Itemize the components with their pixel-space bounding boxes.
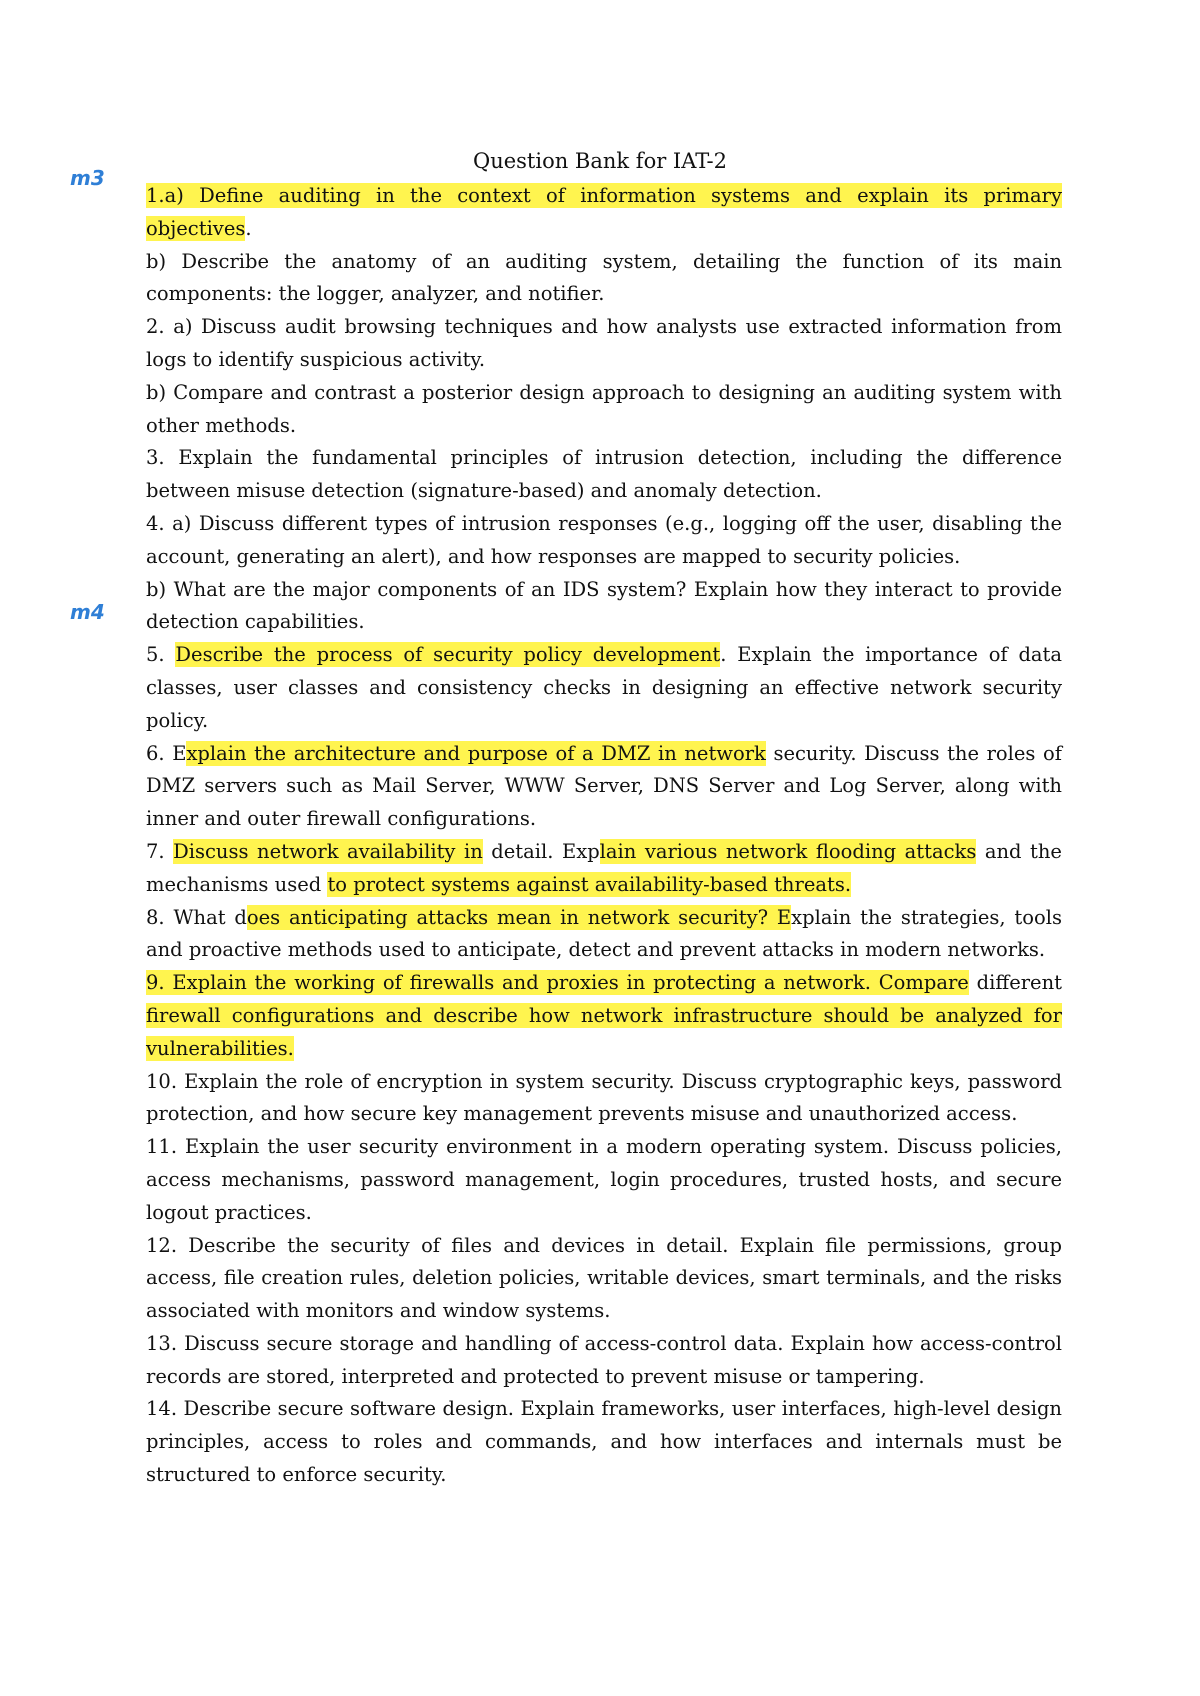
question-item [146, 1131, 1062, 1229]
question-item [146, 442, 1062, 508]
question-text: 10. Explain the role of encryption in system security. Discuss cryptographic keys, password protection, and how secure key management prevents misuse and unauthorized access. [146, 1069, 1062, 1126]
question-text: different [968, 971, 1062, 995]
question-text: 8. What d [146, 905, 247, 929]
question-text: 14. Describe secure software design. Explain frameworks, user interfaces, high-level design principles, access to roles and commands, and how interfaces and internals must be structured to enforce security. [146, 1397, 1062, 1487]
question-text: xplain the strategies, tools and proactive methods used to anticipate, detect and prevent attacks in modern networks. [146, 905, 1062, 962]
question-text: . [245, 216, 252, 240]
highlighted-text: Discuss network availability in [173, 839, 483, 863]
question-text: 11. Explain the user security environment in a modern operating system. Discuss policies, access mechanisms, password management, login procedures, trusted hosts, and secure logout practices. [146, 1135, 1062, 1224]
margin-note-m4: m4 [70, 600, 105, 624]
question-text: 6. E [146, 741, 187, 765]
question-item [146, 836, 1062, 902]
question-text: 2. a) Discuss audit browsing techniques and how analysts use extracted information from logs to identify suspicious activity. [146, 315, 1062, 371]
margin-note-m3: m3 [70, 166, 105, 190]
question-item [146, 574, 1062, 640]
highlighted-text: to protect systems against availability-based threats. [327, 872, 852, 896]
highlighted-text: 9. Explain the working of firewalls and proxies in protecting a network. Compare [146, 971, 969, 995]
highlighted-text: firewall configurations and describe how network infrastructure should be analyzed for vulnerabilities. [146, 1003, 1062, 1060]
highlighted-text: Describe the process of security policy development [175, 643, 721, 667]
question-text: b) Describe the anatomy of an auditing system, detailing the function of its main components: the logger, analyzer, and notifier. [146, 249, 1062, 306]
question-item [146, 1328, 1062, 1394]
question-item [146, 1066, 1062, 1132]
question-text: . Explain the importance of data classes, user classes and consistency checks in designing an effective network security policy. [146, 643, 1063, 732]
question-text: 12. Describe the security of files and devices in detail. Explain file permissions, group access, file creation rules, deletion policies, writable devices, smart terminals, and the risks associated with monitors and window systems. [146, 1233, 1062, 1323]
question-item [146, 902, 1062, 968]
question-item [146, 738, 1062, 836]
question-list [146, 180, 1062, 1492]
question-text: 13. Discuss secure storage and handling of access-control data. Explain how access-control records are stored, interpreted and protected to prevent misuse or tampering. [146, 1331, 1062, 1388]
question-text: 7. [146, 839, 174, 863]
question-item [146, 246, 1062, 312]
question-item [146, 1393, 1062, 1491]
question-text: 3. Explain the fundamental principles of intrusion detection, including the difference between misuse detection (signature-based) and anomaly detection. [146, 446, 1062, 503]
highlighted-text: lain various network flooding attacks [599, 839, 977, 863]
question-item [146, 1230, 1062, 1328]
question-item [146, 311, 1062, 377]
question-item [146, 180, 1062, 246]
question-text: b) Compare and contrast a posterior design approach to designing an auditing system with other methods. [146, 380, 1062, 437]
highlighted-text: 1.a) Define auditing in the context of information systems and explain its primary objectives [146, 184, 1062, 240]
highlighted-text: oes anticipating attacks mean in network security? E [246, 905, 792, 929]
question-text: and the mechanisms used [146, 839, 1062, 896]
question-text: 4. a) Discuss different types of intrusion responses (e.g., logging off the user, disabling the account, generating an alert), and how responses are mapped to security policies. [146, 511, 1062, 568]
question-item [146, 639, 1062, 737]
question-text: b) What are the major components of an IDS system? Explain how they interact to provide detection capabilities. [146, 577, 1062, 634]
question-item [146, 377, 1062, 443]
question-text: detail. Exp [482, 839, 600, 863]
question-item [146, 508, 1062, 574]
highlighted-text: xplain the architecture and purpose of a DMZ in network [186, 741, 766, 765]
question-item [146, 967, 1062, 1065]
page-title: Question Bank for IAT-2 [472, 149, 728, 173]
question-text: security. Discuss the roles of DMZ servers such as Mail Server, WWW Server, DNS Server and Log Server, along with inner and outer firewall configurations. [146, 741, 1062, 831]
question-text: 5. [146, 643, 176, 667]
